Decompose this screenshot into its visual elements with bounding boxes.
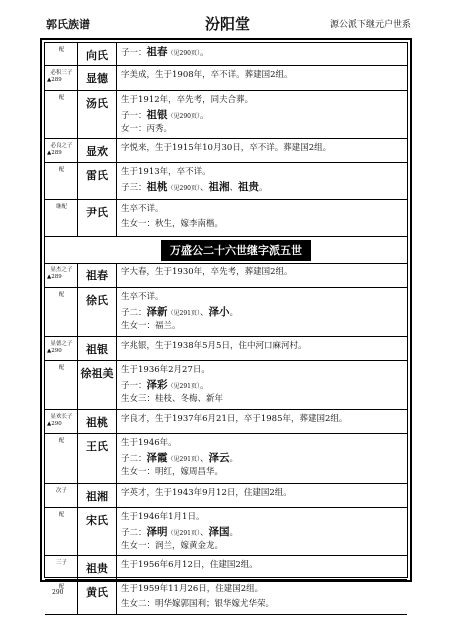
text-segment: 生女一：秋生，嫁李南楷。 [121, 218, 224, 229]
page-header [40, 12, 415, 34]
description-line [121, 451, 405, 466]
description-line [121, 412, 405, 427]
relation-cell [45, 410, 78, 433]
description-line [121, 597, 405, 612]
text-segment: 生女一：福兰。 [121, 321, 181, 331]
text-segment: 生女一：润兰，嫁黄金龙。 [121, 541, 224, 551]
table-row [45, 580, 407, 615]
page-reference: （见290页） [167, 112, 200, 120]
relation-label: 配 [58, 365, 65, 371]
text-segment: 子一： [121, 380, 147, 391]
page-marker: ▲289 [47, 274, 62, 280]
description-line [121, 392, 405, 407]
description-line [121, 202, 405, 217]
description-line [121, 465, 405, 480]
text-segment: 子三： [121, 182, 147, 193]
text-segment: 。 [229, 527, 238, 538]
relation-label: 配 [58, 292, 65, 298]
relation-cell [45, 200, 78, 236]
person-name: 祖湘 [78, 484, 117, 507]
relation-label: 配 [58, 584, 65, 590]
relation-cell [45, 43, 78, 65]
description-line [121, 558, 405, 573]
relation-cell [45, 434, 78, 483]
description-cell [121, 163, 405, 199]
page-reference: （见291页） [167, 455, 200, 463]
page-marker: ▲289 [47, 77, 62, 83]
relation-cell [45, 163, 78, 199]
table-row [45, 43, 407, 66]
child-name: 泽小 [208, 305, 230, 318]
lineage-subtitle: 源公派下继元户世系 [329, 20, 411, 30]
relation-cell [45, 361, 78, 409]
child-name: 泽明 [146, 525, 168, 538]
text-segment: 。 [199, 110, 209, 121]
child-name: 祖贵 [238, 180, 259, 193]
page-marker: ▲290 [47, 421, 62, 427]
table-row [45, 66, 407, 91]
text-segment: 。 [199, 48, 209, 58]
page-marker: ▲289 [47, 150, 62, 156]
description-line [121, 305, 405, 320]
child-name: 祖春 [146, 46, 168, 58]
description-line [121, 141, 405, 156]
description-line [121, 539, 405, 554]
text-segment: 。 [199, 380, 209, 391]
table-row [45, 410, 407, 434]
description-cell [121, 91, 405, 138]
page-reference: （见291页） [167, 529, 200, 537]
person-name: 宋氏 [78, 508, 117, 555]
text-segment: 子一： [121, 48, 147, 58]
text-segment: 、 [199, 307, 209, 318]
description-cell [121, 508, 405, 555]
person-name: 徐氏 [78, 288, 117, 336]
child-name: 祖湘 [208, 180, 230, 193]
generation-banner-row [45, 237, 407, 264]
table-row [45, 361, 407, 410]
genealogy-table [40, 38, 412, 609]
text-segment: 生于1946年。 [121, 438, 177, 448]
person-name: 汤氏 [78, 91, 117, 138]
description-cell [121, 43, 405, 65]
relation-cell [45, 337, 78, 360]
text-segment: 女一：丙秀。 [121, 124, 173, 134]
relation-label: 显德之子 [50, 341, 73, 347]
page-reference: （见291页） [167, 309, 200, 317]
text-segment: 、 [229, 182, 238, 193]
table-body [44, 42, 408, 609]
text-segment: 生女二：明华嫁郭国利；银华嫁尤华荣。 [121, 598, 275, 609]
description-line [121, 108, 405, 123]
text-segment: 、 [199, 182, 209, 193]
relation-label: 配 [58, 167, 65, 173]
text-segment: 字良才，生于1937年6月21日，卒于1985年，葬建国2组。 [121, 414, 348, 424]
relation-label: 配 [58, 95, 65, 101]
relation-cell [45, 66, 78, 90]
person-name: 显德 [78, 66, 117, 90]
book-title: 郭氏族谱 [46, 18, 90, 31]
description-line [121, 510, 405, 525]
text-segment: 、 [199, 453, 209, 464]
table-row [45, 91, 407, 139]
description-line [121, 93, 405, 108]
relation-label: 显欢长子 [50, 414, 73, 420]
relation-label: 配 [58, 512, 65, 518]
table-row [45, 337, 407, 361]
description-cell [121, 361, 405, 409]
description-line [121, 486, 405, 501]
description-line [121, 122, 405, 137]
text-segment: 生于1946年1月1日。 [121, 512, 205, 522]
relation-label: 必良之子 [50, 143, 73, 149]
person-name: 雷氏 [78, 163, 117, 199]
page-number: 290 [52, 589, 64, 596]
person-name: 徐祖美 [78, 361, 117, 409]
text-segment: 子二： [121, 453, 147, 464]
text-segment: 生卒不详。 [121, 204, 164, 214]
description-line [121, 217, 405, 232]
child-name: 祖银 [146, 108, 168, 121]
relation-label: 配 [58, 438, 65, 444]
relation-label: 显杰之子 [50, 267, 73, 273]
relation-cell [45, 288, 78, 336]
table-row [45, 139, 407, 163]
person-name: 向氏 [78, 43, 117, 65]
relation-cell [45, 91, 78, 138]
child-name: 泽云 [208, 451, 230, 464]
relation-cell [45, 556, 78, 579]
relation-cell [45, 139, 78, 162]
text-segment: 字兆银，生于1938年5月5日，住中河口麻河村。 [121, 341, 307, 351]
description-line [121, 165, 405, 180]
relation-cell [45, 580, 78, 614]
description-line [121, 180, 405, 195]
page-marker: ▲290 [47, 348, 62, 354]
description-line [121, 339, 405, 354]
relation-label: 必积三子 [50, 70, 73, 76]
person-name: 祖桃 [78, 410, 117, 433]
person-name: 祖贵 [78, 556, 117, 579]
description-line [121, 68, 405, 83]
child-name: 泽新 [146, 305, 168, 318]
text-segment: 字英才，生于1943年9月12日，住建国2组。 [121, 488, 292, 498]
person-name: 尹氏 [78, 200, 117, 236]
text-segment: 生于1936年2月27日。 [121, 365, 210, 375]
text-segment: 字悦来，生于1915年10月30日，卒不详。葬建国2组。 [121, 143, 332, 153]
generation-banner: 万盛公二十六世继字派五世 [161, 240, 311, 261]
description-cell [121, 434, 405, 483]
table-row [45, 508, 407, 556]
child-name: 泽彩 [146, 378, 168, 391]
page-reference: （见290页） [167, 50, 200, 57]
relation-label: 配 [58, 47, 65, 53]
description-line [121, 319, 405, 334]
text-segment: 生女三：桂枝、冬梅、新年 [121, 394, 224, 404]
table-row [45, 200, 407, 237]
description-line [121, 582, 405, 597]
table-row [45, 434, 407, 484]
description-cell [121, 139, 405, 162]
text-segment: 。 [229, 307, 238, 318]
text-segment: 子一： [121, 110, 147, 121]
description-cell [121, 263, 405, 287]
text-segment: 生于1913年，卒不详。 [121, 167, 211, 177]
text-segment: 子二： [121, 527, 147, 538]
text-segment: 子二： [121, 307, 147, 318]
description-line [121, 436, 405, 451]
text-segment: 字美成，生于1908年，卒不详。葬建国2组。 [121, 70, 293, 80]
table-row [45, 288, 407, 337]
text-segment: 生女一：明红，嫁周昌华。 [121, 467, 224, 477]
relation-cell [45, 508, 78, 555]
description-line [121, 525, 405, 540]
text-segment: 。 [229, 453, 238, 464]
description-cell [121, 580, 405, 614]
description-cell [121, 200, 405, 236]
text-segment: 、 [199, 527, 209, 538]
table-row [45, 484, 407, 508]
hall-name: 汾阳堂 [204, 15, 250, 33]
description-cell [121, 337, 405, 360]
description-cell [121, 556, 405, 579]
description-line [121, 45, 405, 60]
text-segment: 生于1956年6月12日，住建国2组。 [121, 560, 258, 570]
table-row [45, 556, 407, 580]
person-name: 显欢 [78, 139, 117, 162]
description-line [121, 363, 405, 378]
relation-label: 继配 [55, 204, 67, 210]
person-name: 祖银 [78, 337, 117, 360]
person-name: 黄氏 [78, 580, 117, 614]
description-cell [121, 66, 405, 90]
description-cell [121, 484, 405, 507]
page-reference: （见291页） [167, 382, 200, 390]
description-line [121, 378, 405, 393]
relation-label: 次子 [55, 488, 67, 494]
description-cell [121, 410, 405, 433]
text-segment: 生于1912年，卒先考，同夫合葬。 [121, 95, 254, 105]
description-cell [121, 288, 405, 336]
page-reference: （见290页） [167, 184, 200, 192]
text-segment: 生于1959年11月26日，住建国2组。 [121, 584, 264, 594]
table-row [45, 163, 407, 200]
description-line [121, 265, 405, 280]
person-name: 王氏 [78, 434, 117, 483]
child-name: 泽霞 [146, 451, 168, 464]
child-name: 泽国 [208, 525, 230, 538]
child-name: 祖桃 [146, 180, 168, 193]
relation-cell [45, 484, 78, 507]
person-name: 祖春 [78, 263, 117, 287]
text-segment: 字大春，生于1930年，卒先考，葬建国2组。 [121, 267, 293, 277]
table-row [45, 263, 407, 288]
relation-cell [45, 263, 78, 287]
text-segment: 。 [259, 182, 268, 193]
text-segment: 生卒不详。 [121, 292, 164, 302]
relation-label: 三子 [55, 560, 67, 566]
description-line [121, 290, 405, 305]
